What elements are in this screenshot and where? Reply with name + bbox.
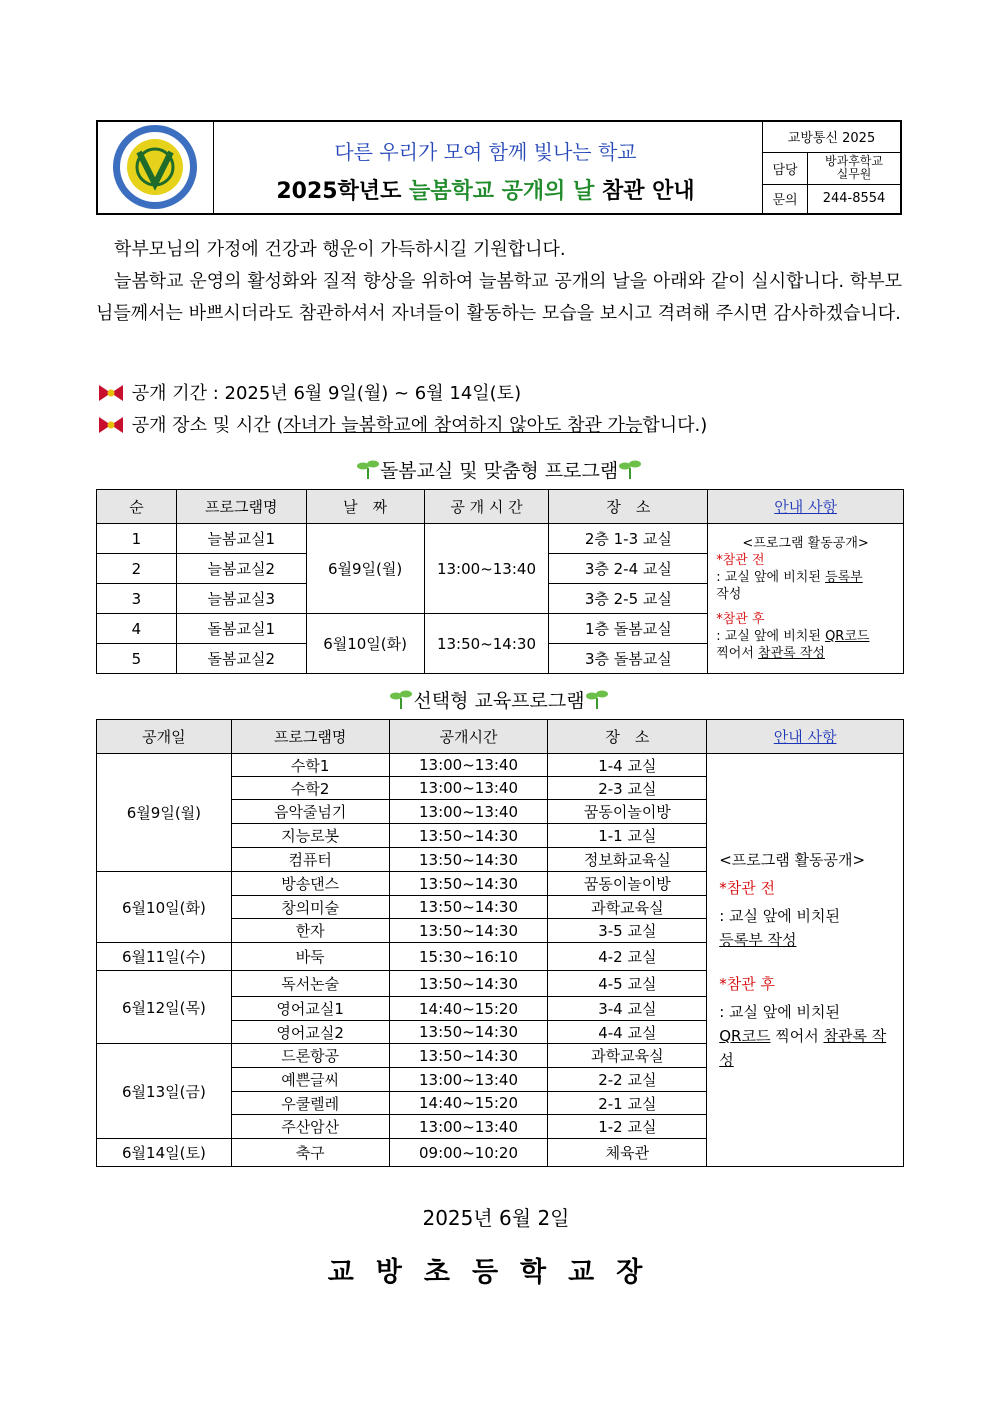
date-cell: 6월10일(화) <box>306 614 424 674</box>
time-cell: 13:50~14:30 <box>389 896 548 919</box>
place-cell: 1-1 교실 <box>548 824 707 848</box>
time-cell: 14:40~15:20 <box>389 997 548 1021</box>
place-cell: 3층 2-4 교실 <box>549 554 708 584</box>
school-slogan: 다른 우리가 모여 함께 빛나는 학교 <box>334 140 637 164</box>
table-header-row <box>97 720 904 754</box>
place-cell: 3-4 교실 <box>548 997 707 1021</box>
care-program-table <box>96 489 904 674</box>
contact-label: 문의 <box>763 184 808 213</box>
place-cell: 체육관 <box>548 1139 707 1167</box>
intro-paragraph <box>96 234 902 330</box>
col-header: 안내 사항 <box>708 490 904 524</box>
col-header: 순 <box>97 490 177 524</box>
time-cell: 13:50~14:30 <box>389 971 548 997</box>
program-name: 음악줄넘기 <box>231 800 389 824</box>
row-number: 4 <box>97 614 177 644</box>
place-cell: 4-4 교실 <box>548 1021 707 1044</box>
place-cell: 꿈동이놀이방 <box>548 800 707 824</box>
place-cell: 4-5 교실 <box>548 971 707 997</box>
place-cell: 3층 돌봄교실 <box>549 644 708 674</box>
elective-section-title: 선택형 교육프로그램 <box>96 686 902 713</box>
intro-line-2: 늘봄학교 운영의 활성화와 질적 향상을 위하여 늘봄학교 공개의 날을 아래와 같이 실시합니다. 학부모님들께서는 바쁘시더라도 참관하셔서 자녀들이 활동하는 모습을 보시고 격려해 주시면 감사하겠습니다. <box>96 271 902 324</box>
program-name: 늘봄교실2 <box>176 554 306 584</box>
program-name: 돌봄교실2 <box>176 644 306 674</box>
period-line <box>96 381 521 407</box>
col-header: 공 개 시 간 <box>424 490 549 524</box>
program-name: 돌봄교실1 <box>176 614 306 644</box>
place-cell: 3-5 교실 <box>548 919 707 943</box>
sprout-icon <box>585 688 609 710</box>
newsletter-info-table <box>762 122 900 213</box>
place-cell: 2-1 교실 <box>548 1092 707 1115</box>
place-cell: 1-4 교실 <box>548 754 707 777</box>
time-cell: 15:30~16:10 <box>389 943 548 971</box>
ribbon-icon <box>96 415 126 435</box>
col-header: 안내 사항 <box>707 720 904 754</box>
col-header: 장 소 <box>548 720 707 754</box>
newsletter-label: 교방통신 2025 <box>763 122 901 152</box>
program-name: 창의미술 <box>231 896 389 919</box>
program-name: 드론항공 <box>231 1044 389 1068</box>
intro-line-1: 학부모님의 가정에 건강과 행운이 가득하시길 기원합니다. <box>114 239 566 260</box>
time-cell: 13:00~13:40 <box>424 524 549 614</box>
date-cell: 6월10일(화) <box>97 872 232 943</box>
place-cell: 2-3 교실 <box>548 777 707 800</box>
place-cell: 과학교육실 <box>548 1044 707 1068</box>
program-name: 축구 <box>231 1139 389 1167</box>
place-line <box>96 413 707 439</box>
time-cell: 13:50~14:30 <box>389 1021 548 1044</box>
time-cell: 13:50~14:30 <box>389 848 548 872</box>
col-header: 공개시간 <box>389 720 548 754</box>
page-title: 2025학년도 늘봄학교 공개의 날 참관 안내 <box>276 179 695 204</box>
row-number: 2 <box>97 554 177 584</box>
time-cell: 13:50~14:30 <box>389 1044 548 1068</box>
program-name: 영어교실1 <box>231 997 389 1021</box>
place-cell: 2층 1-3 교실 <box>549 524 708 554</box>
time-cell: 09:00~10:20 <box>389 1139 548 1167</box>
date-cell: 6월12일(목) <box>97 971 232 1044</box>
elective-guide-note: <프로그램 활동공개> *참관 전 : 교실 앞에 비치된 등록부 작성 *참관 후 : 교실 앞에 비치된 QR코드 찍어서 참관록 작성 <box>707 754 904 1167</box>
time-cell: 13:50~14:30 <box>389 824 548 848</box>
place-cell: 1층 돌봄교실 <box>549 614 708 644</box>
table-header-row <box>97 490 904 524</box>
elective-program-table <box>96 719 904 1167</box>
care-guide-note: <프로그램 활동공개> *참관 전 : 교실 앞에 비치된 등록부 작성 *참관 후 : 교실 앞에 비치된 QR코드 찍어서 참관록 작성 <box>708 524 904 674</box>
time-cell: 13:00~13:40 <box>389 777 548 800</box>
time-cell: 13:00~13:40 <box>389 754 548 777</box>
program-name: 주산암산 <box>231 1115 389 1139</box>
period-value: : 2025년 6월 9일(월) ~ 6월 14일(토) <box>207 383 522 404</box>
time-cell: 13:00~13:40 <box>389 1115 548 1139</box>
date-cell: 6월9일(월) <box>97 754 232 872</box>
time-cell: 13:00~13:40 <box>389 1068 548 1092</box>
place-label: 공개 장소 및 시간 ( <box>131 415 284 436</box>
title-cell <box>213 122 758 213</box>
school-logo-icon <box>98 122 213 213</box>
program-name: 수학1 <box>231 754 389 777</box>
date-cell: 6월11일(수) <box>97 943 232 971</box>
program-name: 독서논술 <box>231 971 389 997</box>
program-name: 수학2 <box>231 777 389 800</box>
program-name: 한자 <box>231 919 389 943</box>
table-row <box>97 754 904 777</box>
time-cell: 13:00~13:40 <box>389 800 548 824</box>
place-cell: 2-2 교실 <box>548 1068 707 1092</box>
program-name: 방송댄스 <box>231 872 389 896</box>
place-cell: 1-2 교실 <box>548 1115 707 1139</box>
col-header: 날 짜 <box>306 490 424 524</box>
program-name: 예쁜글씨 <box>231 1068 389 1092</box>
school-logo-cell <box>98 122 214 213</box>
time-cell: 13:50~14:30 <box>389 919 548 943</box>
place-cell: 정보화교육실 <box>548 848 707 872</box>
date-cell: 6월13일(금) <box>97 1044 232 1139</box>
row-number: 1 <box>97 524 177 554</box>
charge-label: 담당 <box>763 152 808 184</box>
program-name: 지능로봇 <box>231 824 389 848</box>
table-row <box>97 524 904 554</box>
place-underlined: 자녀가 늘봄학교에 참여하지 않아도 참관 가능 <box>283 415 643 436</box>
place-cell: 과학교육실 <box>548 896 707 919</box>
col-header: 프로그램명 <box>176 490 306 524</box>
ribbon-icon <box>96 383 126 403</box>
document-header <box>96 120 902 215</box>
row-number: 3 <box>97 584 177 614</box>
issue-date: 2025년 6월 2일 <box>422 1206 570 1230</box>
time-cell: 14:40~15:20 <box>389 1092 548 1115</box>
period-label: 공개 기간 <box>131 383 208 404</box>
place-cell: 꿈동이놀이방 <box>548 872 707 896</box>
place-suffix: 합니다.) <box>642 415 708 436</box>
date-cell: 6월14일(토) <box>97 1139 232 1167</box>
time-cell: 13:50~14:30 <box>424 614 549 674</box>
program-name: 늘봄교실3 <box>176 584 306 614</box>
date-cell: 6월9일(월) <box>306 524 424 614</box>
care-section-title: 돌봄교실 및 맞춤형 프로그램 <box>96 456 902 483</box>
col-header: 프로그램명 <box>231 720 389 754</box>
program-name: 영어교실2 <box>231 1021 389 1044</box>
program-name: 늘봄교실1 <box>176 524 306 554</box>
sprout-icon <box>618 458 642 480</box>
program-name: 우쿨렐레 <box>231 1092 389 1115</box>
program-name: 바둑 <box>231 943 389 971</box>
time-cell: 13:50~14:30 <box>389 872 548 896</box>
col-header: 공개일 <box>97 720 232 754</box>
sprout-icon <box>389 688 413 710</box>
program-name: 컴퓨터 <box>231 848 389 872</box>
sprout-icon <box>356 458 380 480</box>
place-cell: 4-2 교실 <box>548 943 707 971</box>
contact-value: 244-8554 <box>808 184 901 213</box>
place-cell: 3층 2-5 교실 <box>549 584 708 614</box>
charge-value: 방과후학교 실무원 <box>808 152 901 184</box>
row-number: 5 <box>97 644 177 674</box>
principal-signature: 교방초등학교장 <box>327 1257 665 1288</box>
col-header: 장 소 <box>549 490 708 524</box>
